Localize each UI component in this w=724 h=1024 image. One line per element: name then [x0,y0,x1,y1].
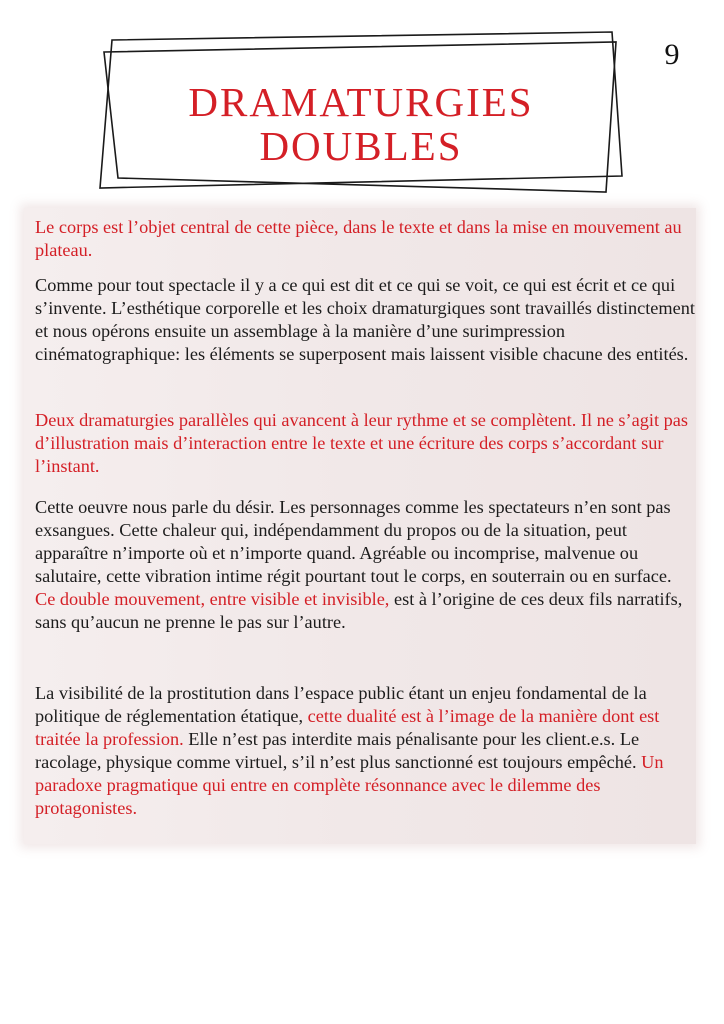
paragraph-staging: Comme pour tout spectacle il y a ce qui est dit et ce qui se voit, ce qui est écrit et ce qui s’invente. L’esthétique corporelle et les choix dramaturgiques sont travaillés distinctement et nous opérons ensuite un assemblage à la manière d’une surimpression cinématographique: les éléments se superposent mais laissent visible chacune des entités. [35,275,695,364]
page-title [96,80,626,168]
paragraph-visibility [35,682,695,820]
paragraph-desire-highlight: Ce double mouvement, entre visible et invisible, [35,589,390,609]
paragraph-visibility-highlight-1: cette dualité est à l’image de la manière dont est traitée la profession. [35,706,660,749]
paragraph-dramaturgies: Deux dramaturgies parallèles qui avancent à leur rythme et se complètent. Il ne s’agit pas d’illustration mais d’interaction entre le texte et une écriture des corps s’accordant sur l’instant. [35,410,688,476]
text-panel [24,208,696,844]
title-line-1: DRAMATURGIES [188,79,534,125]
paragraph-desire-text-a: Cette oeuvre nous parle du désir. Les personnages comme les spectateurs n’en sont pas exsangues. Cette chaleur qui, indépendamment du propos ou de la situation, peut apparaître n’importe où et n’importe quand. Agréable ou incomprise, malvenue ou salutaire, cette vibration intime régit pourtant tout le corps, en souterrain ou en surface. [35,497,672,586]
paragraph-visibility-text-c: Elle n’est pas interdite mais pénalisante pour les client.e.s. Le racolage, physique comme virtuel, s’il n’est plus sanctionné est toujours empêché. [35,729,642,772]
page-number: 9 [664,38,680,71]
title-line-2: DOUBLES [259,123,463,169]
paragraph-visibility-text-a: La visibilité de la prostitution dans l’espace public étant un enjeu fondamental de la politique de réglementation étatique, [35,683,647,726]
paragraph-desire [35,496,695,634]
paragraph-visibility-highlight-2: Un paradoxe pragmatique qui entre en complète résonnance avec le dilemme des protagonistes. [35,752,664,818]
title-frame [96,28,626,198]
paragraph-desire-text-c: est à l’origine de ces deux fils narratifs, sans qu’aucun ne prenne le pas sur l’autre. [35,589,683,632]
paragraph-intro: Le corps est l’objet central de cette pièce, dans le texte et dans la mise en mouvement au plateau. [35,217,682,260]
